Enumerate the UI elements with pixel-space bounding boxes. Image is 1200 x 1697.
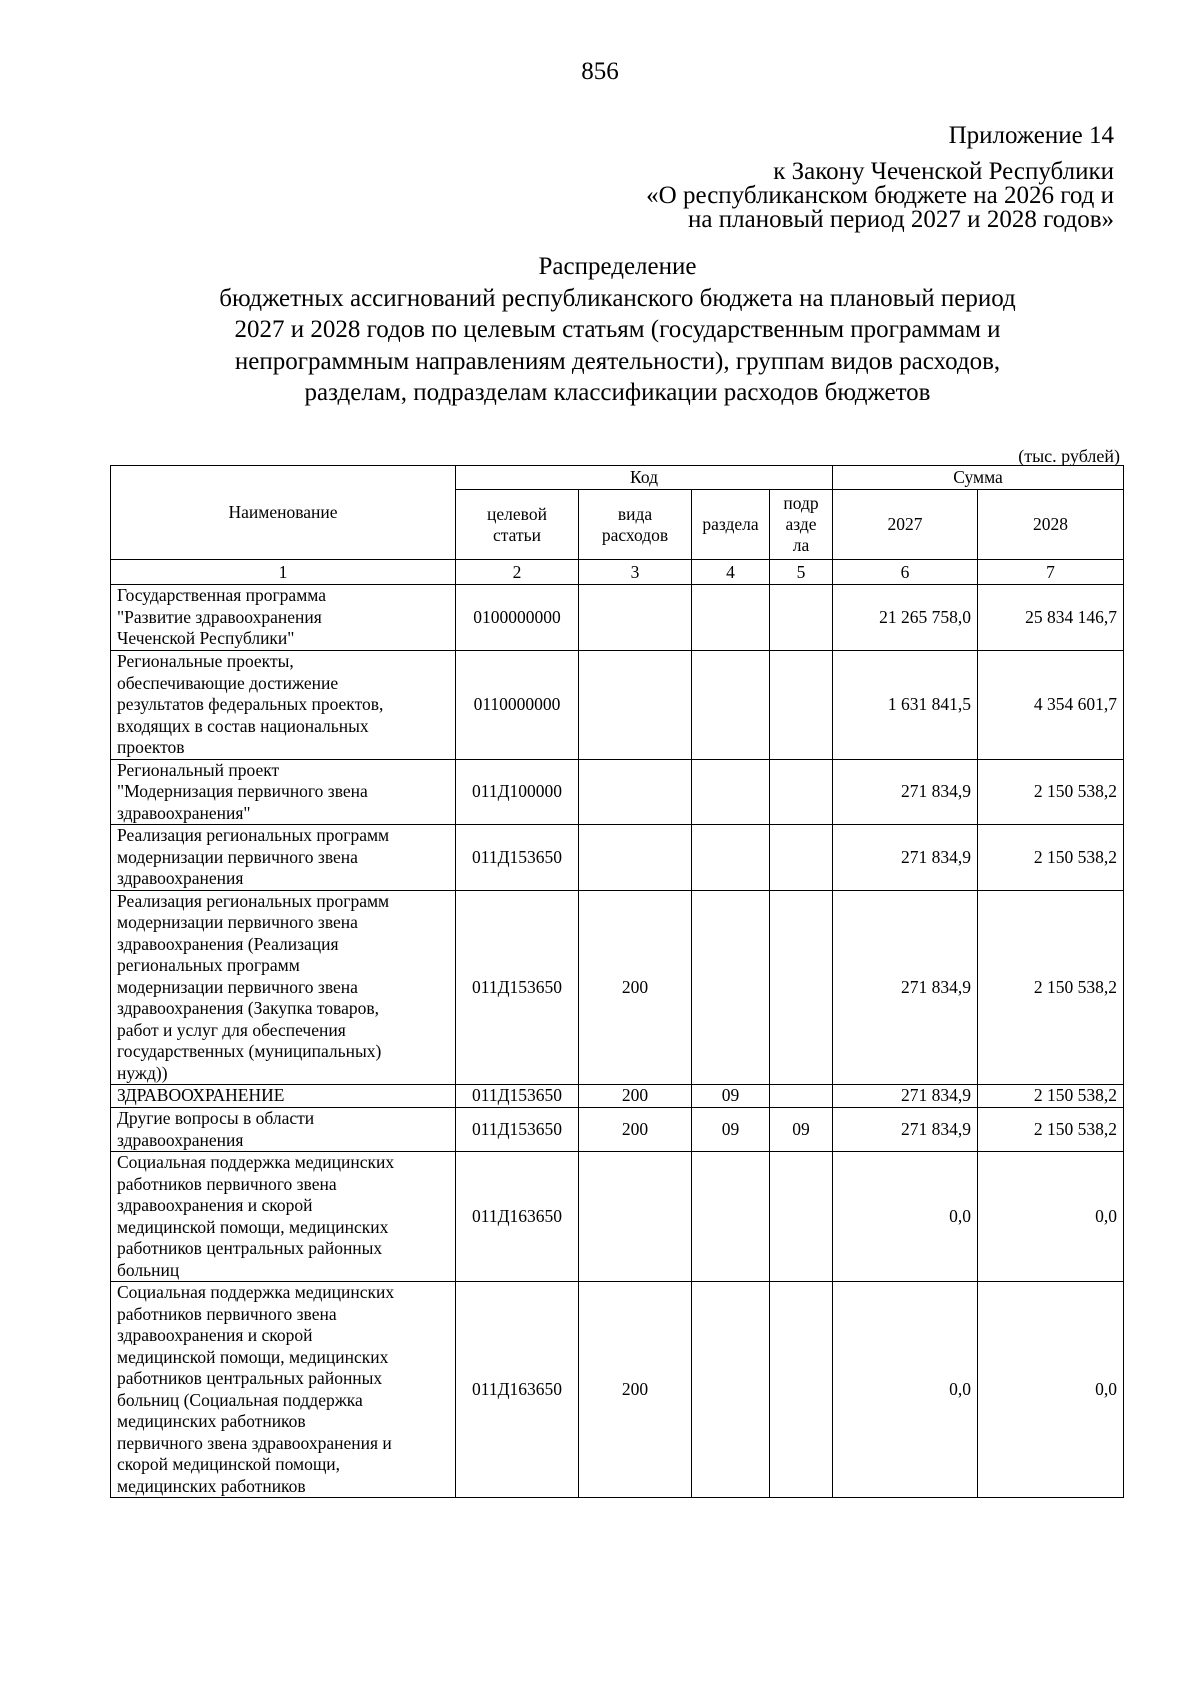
- column-index: 7: [978, 560, 1124, 585]
- row-expense-type: [579, 585, 692, 651]
- law-line: на плановый период 2027 и 2028 годов»: [688, 206, 1114, 233]
- column-index: 4: [692, 560, 770, 585]
- column-index: 2: [456, 560, 579, 585]
- row-expense-type: [579, 1152, 692, 1282]
- header-section: раздела: [692, 490, 770, 560]
- row-amount-2028: 25 834 146,7: [978, 585, 1124, 651]
- row-name-line: здравоохранения: [117, 868, 244, 888]
- row-name: [111, 1282, 456, 1498]
- row-name-line: обеспечивающие достижение: [117, 672, 339, 693]
- row-name: [111, 1108, 456, 1152]
- row-target-article: 011Д153650: [456, 1085, 579, 1108]
- row-name-line: Другие вопросы в области: [117, 1108, 315, 1128]
- row-expense-type: 200: [579, 1085, 692, 1108]
- row-name-line: здравоохранения и скорой: [117, 1195, 313, 1215]
- row-expense-type: 200: [579, 890, 692, 1085]
- row-subsection: [770, 825, 833, 891]
- row-name-line: "Модернизация первичного звена: [117, 781, 368, 801]
- column-index: 5: [770, 560, 833, 585]
- header-year-2027: 2027: [833, 490, 978, 560]
- row-name: [111, 1085, 456, 1108]
- row-expense-type: [579, 651, 692, 760]
- header-row-top: [111, 466, 1124, 490]
- row-name-line: Социальная поддержка медицинских: [117, 1152, 395, 1172]
- row-name-line: медицинских работников: [117, 1475, 306, 1496]
- row-subsection: [770, 759, 833, 825]
- units-note: (тыс. рублей): [1018, 446, 1120, 466]
- header-year-2028: 2028: [978, 490, 1124, 560]
- row-name-line: работников центральных районных: [117, 1238, 383, 1258]
- row-amount-2027: 271 834,9: [833, 1085, 978, 1108]
- row-name-line: Социальная поддержка медицинских: [117, 1282, 395, 1302]
- row-expense-type: [579, 759, 692, 825]
- row-name-line: здравоохранения": [117, 802, 251, 823]
- row-amount-2027: 271 834,9: [833, 759, 978, 825]
- row-section: 09: [692, 1085, 770, 1108]
- row-name-line: ЗДРАВООХРАНЕНИЕ: [117, 1085, 285, 1106]
- title-line: 2027 и 2028 годов по целевым статьям (государственным программам и: [234, 316, 1001, 343]
- row-target-article: 011Д163650: [456, 1152, 579, 1282]
- row-amount-2028: 2 150 538,2: [978, 825, 1124, 891]
- column-index: 3: [579, 560, 692, 585]
- row-name-line: больниц (Социальная поддержка: [117, 1389, 363, 1410]
- row-subsection: [770, 651, 833, 760]
- header-expense-type: [579, 490, 692, 560]
- row-name-line: "Развитие здравоохранения: [117, 606, 322, 627]
- row-target-article: 011Д163650: [456, 1282, 579, 1498]
- row-name-line: входящих в состав национальных: [117, 715, 369, 736]
- row-name-line: региональных программ: [117, 955, 300, 975]
- header-name: Наименование: [111, 466, 456, 560]
- row-section: [692, 1152, 770, 1282]
- law-reference: [646, 160, 1114, 232]
- row-name-line: скорой медицинской помощи,: [117, 1454, 341, 1474]
- row-amount-2028: 2 150 538,2: [978, 1085, 1124, 1108]
- row-name-line: больниц: [117, 1259, 180, 1280]
- header-text-line: статьи: [493, 524, 541, 545]
- column-index: 6: [833, 560, 978, 585]
- row-section: [692, 759, 770, 825]
- law-line: к Закону Чеченской Республики: [773, 158, 1114, 185]
- row-section: [692, 1282, 770, 1498]
- row-target-article: 0100000000: [456, 585, 579, 651]
- row-name: [111, 890, 456, 1085]
- row-section: [692, 825, 770, 891]
- row-amount-2028: 2 150 538,2: [978, 759, 1124, 825]
- row-name-line: первичного звена здравоохранения и: [117, 1432, 392, 1453]
- row-name-line: работников первичного звена: [117, 1173, 337, 1194]
- row-amount-2027: 1 631 841,5: [833, 651, 978, 760]
- row-subsection: 09: [770, 1108, 833, 1152]
- header-code-group: Код: [456, 466, 833, 490]
- row-amount-2027: 0,0: [833, 1152, 978, 1282]
- title-line: разделам, подразделам классификации расходов бюджетов: [304, 379, 931, 406]
- header-subsection: [770, 490, 833, 560]
- row-name-line: медицинских работников: [117, 1411, 306, 1431]
- row-target-article: 011Д153650: [456, 825, 579, 891]
- row-name-line: работников первичного звена: [117, 1303, 337, 1324]
- row-name: [111, 825, 456, 891]
- document-title: [150, 251, 1085, 409]
- row-name-line: медицинской помощи, медицинских: [117, 1216, 389, 1237]
- row-subsection: [770, 890, 833, 1085]
- row-name: [111, 759, 456, 825]
- law-line: «О республиканском бюджете на 2026 год и: [646, 182, 1114, 209]
- title-line: Распределение: [538, 253, 697, 280]
- row-name-line: Реализация региональных программ: [117, 890, 390, 911]
- table-row: [111, 825, 1124, 891]
- table-row: [111, 585, 1124, 651]
- column-index: 1: [111, 560, 456, 585]
- row-section: [692, 890, 770, 1085]
- row-name-line: проектов: [117, 737, 185, 757]
- row-name-line: здравоохранения: [117, 1129, 244, 1150]
- row-name-line: Региональные проекты,: [117, 651, 294, 671]
- row-amount-2027: 271 834,9: [833, 890, 978, 1085]
- title-line: непрограммным направлениям деятельности), группам видов расходов,: [234, 347, 1001, 375]
- row-name-line: Государственная программа: [117, 585, 326, 606]
- row-name-line: работ и услуг для обеспечения: [117, 1019, 346, 1040]
- row-amount-2028: 2 150 538,2: [978, 1108, 1124, 1152]
- row-target-article: 011Д153650: [456, 890, 579, 1085]
- row-name-line: работников центральных районных: [117, 1368, 383, 1388]
- table-body: [111, 560, 1124, 1498]
- table-row: [111, 1152, 1124, 1282]
- header-sum-group: Сумма: [833, 466, 1124, 490]
- budget-table: [110, 465, 1124, 1498]
- row-name-line: Региональный проект: [117, 759, 280, 780]
- table-row: [111, 759, 1124, 825]
- row-subsection: [770, 1152, 833, 1282]
- row-name: [111, 585, 456, 651]
- row-amount-2027: 271 834,9: [833, 1108, 978, 1152]
- row-section: 09: [692, 1108, 770, 1152]
- row-name-line: здравоохранения (Закупка товаров,: [117, 998, 379, 1018]
- row-amount-2027: 21 265 758,0: [833, 585, 978, 651]
- row-section: [692, 585, 770, 651]
- row-name-line: здравоохранения и скорой: [117, 1325, 313, 1345]
- header-text-line: подр: [783, 493, 819, 513]
- table-row: [111, 651, 1124, 760]
- header-text-line: ла: [792, 535, 810, 555]
- row-amount-2027: 0,0: [833, 1282, 978, 1498]
- table-row: [111, 1085, 1124, 1108]
- row-name-line: государственных (муниципальных): [117, 1041, 382, 1061]
- header-text-line: вида: [617, 503, 653, 524]
- row-expense-type: 200: [579, 1282, 692, 1498]
- header-target-article: [456, 490, 579, 560]
- row-name-line: Реализация региональных программ: [117, 825, 390, 845]
- row-name-line: модернизации первичного звена: [117, 912, 358, 932]
- row-target-article: 011Д153650: [456, 1108, 579, 1152]
- table-row: [111, 890, 1124, 1085]
- row-name: [111, 1152, 456, 1282]
- row-subsection: [770, 1085, 833, 1108]
- column-index-row: [111, 560, 1124, 585]
- table-row: [111, 1282, 1124, 1498]
- row-name-line: нужд)): [117, 1062, 168, 1083]
- row-amount-2028: 2 150 538,2: [978, 890, 1124, 1085]
- row-subsection: [770, 585, 833, 651]
- row-expense-type: [579, 825, 692, 891]
- row-section: [692, 651, 770, 760]
- row-name-line: модернизации первичного звена: [117, 846, 358, 867]
- appendix-label: Приложение 14: [948, 122, 1114, 149]
- row-amount-2028: 0,0: [978, 1282, 1124, 1498]
- row-name-line: модернизации первичного звена: [117, 976, 358, 997]
- row-name-line: Чеченской Республики": [117, 628, 295, 649]
- row-amount-2027: 271 834,9: [833, 825, 978, 891]
- header-text-line: расходов: [601, 524, 669, 545]
- row-name-line: здравоохранения (Реализация: [117, 933, 339, 954]
- row-amount-2028: 4 354 601,7: [978, 651, 1124, 760]
- row-name: [111, 651, 456, 760]
- row-expense-type: 200: [579, 1108, 692, 1152]
- header-text-line: азде: [785, 514, 817, 534]
- row-subsection: [770, 1282, 833, 1498]
- header-text-line: целевой: [487, 503, 547, 524]
- row-name-line: медицинской помощи, медицинских: [117, 1346, 389, 1367]
- row-amount-2028: 0,0: [978, 1152, 1124, 1282]
- row-name-line: результатов федеральных проектов,: [117, 694, 384, 714]
- row-target-article: 0110000000: [456, 651, 579, 760]
- title-line: бюджетных ассигнований республиканского бюджета на плановый период: [219, 284, 1016, 312]
- page-number: 856: [581, 58, 619, 85]
- row-target-article: 011Д100000: [456, 759, 579, 825]
- table-row: [111, 1108, 1124, 1152]
